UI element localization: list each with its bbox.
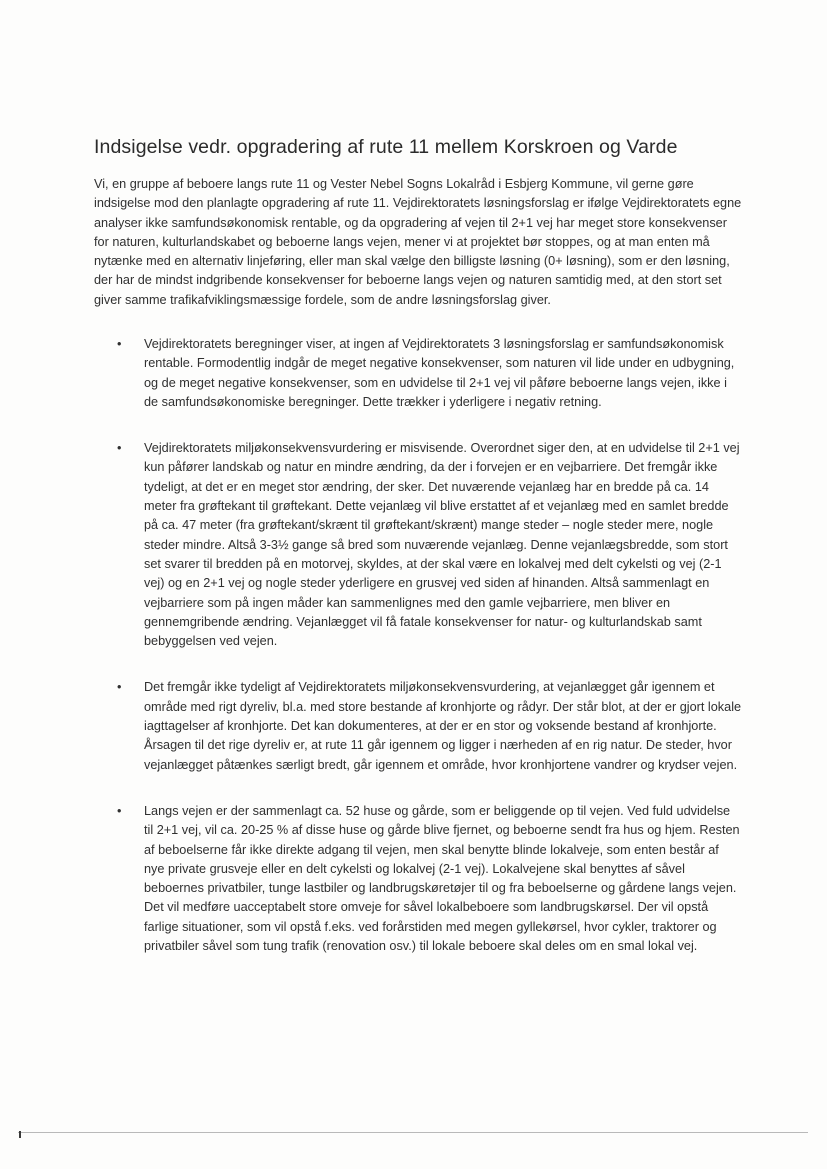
list-item-text: Langs vejen er der sammenlagt ca. 52 huse og gårde, som er beliggende op til vejen. Ved fuld udvidelse til 2+1 vej, vil ca. 20-25 % af disse huse og gårde blive fjernet, og beboerne sendt fra hus og hjem. Resten af beboelserne får ikke direkte adgang til vejen, men skal benytte blinde lokalveje, som enten består af nye private grusveje eller en delt cykelsti og lokalvej (2-1 vej). Lokalvejene skal benyttes af såvel beboernes privatbiler, tunge lastbiler og landbrugskøretøjer til og fra beboelserne og gårdene langs vejen. Det vil medføre uacceptabelt store omveje for såvel lokalbeboere som landbrugskørsel. Der vil opstå farlige situationer, som vil opstå f.eks. ved forårstiden med megen gyllekørsel, hvor cykler, traktorer og privatbiler såvel som tung trafik (renovation osv.) til lokale beboere skal deles om en smal lokal vej.: [144, 803, 740, 954]
list-item-text: Vejdirektoratets miljøkonsekvensvurdering er misvisende. Overordnet siger den, at en udvidelse til 2+1 vej kun påfører landskab og natur en mindre ændring, da der i forvejen er en vejbarriere. Det fremgår ikke tydeligt, at det er en meget stor ændring, der sker. Det nuværende vejanlæg har en bredde på ca. 14 meter fra grøftekant til grøftekant. Dette vejanlæg vil blive erstattet af et vejanlæg med en samlet bredde på ca. 47 meter (fra grøftekant/skrænt til grøftekant/skrænt) mange steder – nogle steder mere, nogle steder mindre. Altså 3-3½ gange så bred som nuværende vejanlæg. Denne vejanlægsbredde, som stort set svarer til bredden på en motorvej, skyldes, at der skal være en lokalvej med delt cykelsti og vej (2-1 vej) og en 2+1 vej og nogle steder yderligere en grusvej ved siden af hinanden. Altså sammenlagt en vejbarriere som på ingen måder kan sammenlignes med den gamle vejbarriere, men bliver en gennemgribende ændring. Vejanlægget vil få fatale konsekvenser for natur- og kulturlandskab samt bebyggelsen ved vejen.: [144, 441, 740, 649]
bullet-marker: •: [117, 337, 122, 351]
list-item: [0, 802, 827, 956]
scan-edge-line: [18, 1132, 808, 1133]
bullet-marker: •: [117, 680, 122, 695]
scan-edge-tick: [19, 1131, 21, 1138]
intro-paragraph: Vi, en gruppe af beboere langs rute 11 og Vester Nebel Sogns Lokalråd i Esbjerg Kommune, vil gerne gøre indsigelse mod den planlagte opgradering af rute 11. Vejdirektoratets løsningsforslag er ifølge Vejdirektoratets egne analyser ikke samfundsøkonomisk rentable, og da opgradering af vejen til 2+1 vej har meget store konsekvenser for naturen, kulturlandskabet og beboerne langs vejen, mener vi at projektet bør stoppes, og at man enten må nytænke med en alternativ linjeføring, eller man skal vælge den billigste løsning (0+ løsning), som er den løsning, der har de mindst indgribende konsekvenser for beboerne langs vejen og naturen samtidig med, at den stort set giver samme trafikafviklingsmæssige fordele, som de andre løsningsforslag giver.: [94, 177, 742, 307]
list-item-text: Det fremgår ikke tydeligt af Vejdirektoratets miljøkonsekvensvurdering, at vejanlægget går igennem et område med rigt dyreliv, bl.a. med store bestande af kronhjorte og rådyr. Der står blot, at der er gjort lokale iagttagelser af kronhjorte. Det kan dokumenteres, at der er en stor og voksende bestand af kronhjorte. Årsagen til det rige dyreliv er, at rute 11 går igennem og ligger i nærheden af en rig natur. De steder, hvor vejanlægget påtænkes særligt bredt, går igennem et område, hvor kronhjortene vandrer og krydser vejen.: [144, 680, 742, 772]
bullet-marker: •: [117, 441, 122, 456]
document-title: Indsigelse vedr. opgradering af rute 11 mellem Korskroen og Varde: [94, 136, 678, 158]
list-item: [0, 335, 827, 412]
objection-list: [0, 335, 827, 983]
list-item: [0, 439, 827, 651]
bullet-marker: •: [117, 803, 122, 818]
list-item: [0, 678, 827, 774]
list-item-text: Vejdirektoratets beregninger viser, at ingen af Vejdirektoratets 3 løsningsforslag er samfundsøkonomisk rentable. Formodentlig indgår de meget negative konsekvenser, som naturen vil lide under en udbygning, og de meget negative konsekvenser, som en udvidelse til 2+1 vej vil påføre beboerne langs vejen, ikke i de samfundsøkonomiske beregninger. Dette trækker i yderligere i negativ retning.: [144, 337, 735, 409]
